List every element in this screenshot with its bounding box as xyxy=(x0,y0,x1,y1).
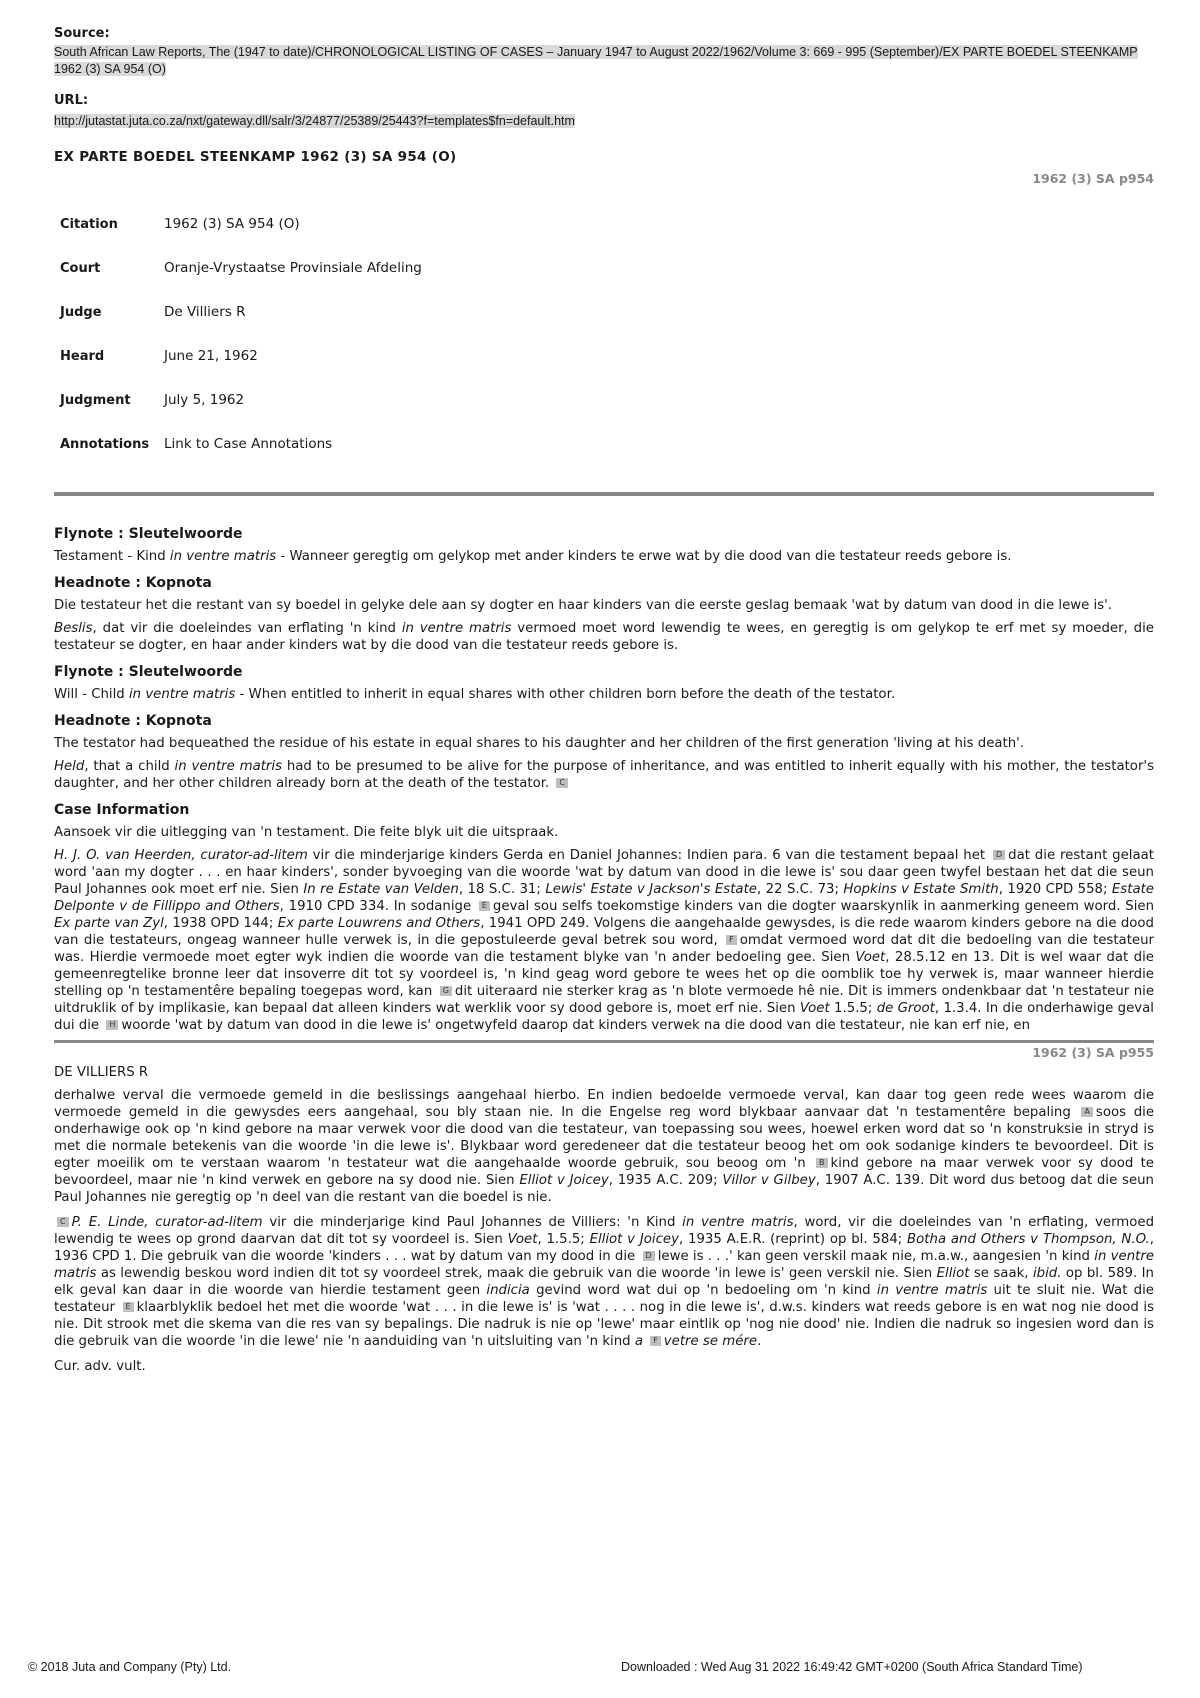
text-run: se saak, xyxy=(969,1266,1033,1281)
judge-name: DE VILLIERS R xyxy=(54,1065,149,1080)
margin-marker: C xyxy=(556,778,568,788)
text-run: , 18 S.C. 31; xyxy=(458,882,546,897)
italic-text: Estate Delponte v de Fillippo and Others xyxy=(54,882,1154,914)
margin-marker: F xyxy=(726,935,737,945)
meta-row-citation xyxy=(60,202,422,246)
text-run: , 1936 CPD 1. Die gebruik van die woorde 'kinders . . . wat by datum van my dood in die xyxy=(54,1232,1154,1264)
margin-marker: E xyxy=(479,901,490,911)
annotations-link[interactable]: Link to Case Annotations xyxy=(164,436,333,452)
url-label: URL: xyxy=(54,93,89,108)
meta-value: July 5, 1962 xyxy=(164,392,245,408)
italic-text: Elliot v Joicey xyxy=(589,1232,679,1247)
text-run: , 1935 A.C. 209; xyxy=(608,1173,723,1188)
page-divider xyxy=(54,1040,1154,1043)
italic-text: indicia xyxy=(486,1283,530,1298)
source-url[interactable]: http://jutastat.juta.co.za/nxt/gateway.dll/salr/3/24877/25389/25443?f=templates$fn=default.htm xyxy=(54,114,575,128)
text-run: vir die minderjarige kinders Gerda en Daniel Johannes: Indien para. 6 van die testament bepaal het xyxy=(307,848,990,863)
meta-row-judgment xyxy=(60,378,422,422)
text-run: as lewendig beskou word indien dit tot sy voordeel strek, maak die gebruik van die woorde 'in lewe is' geen verskil nie. Sien xyxy=(96,1266,937,1281)
page-reference: 1962 (3) SA p955 xyxy=(1032,1045,1154,1060)
text-run: op bl. 589. In elk geval kan daar in die woorde van hierdie testament geen xyxy=(54,1266,1154,1298)
margin-marker: C xyxy=(57,1217,69,1227)
italic-text: Ex parte van Zyl xyxy=(54,916,164,931)
meta-key: Judge xyxy=(60,304,102,320)
meta-value: Oranje-Vrystaatse Provinsiale Afdeling xyxy=(164,260,422,276)
italic-text: in ventre matris xyxy=(876,1283,988,1298)
text-run: geval sou selfs toekomstige kinders van die dogter waarskynlik in aanmerking geneem word. Sien xyxy=(492,899,1154,914)
copyright-notice: © 2018 Juta and Company (Pty) Ltd. xyxy=(28,1660,232,1674)
headnote-af-heading: Headnote : Kopnota xyxy=(54,575,212,591)
flynote-en-heading: Flynote : Sleutelwoorde xyxy=(54,664,243,680)
italic-text: Elliot v Joicey xyxy=(519,1173,609,1188)
margin-marker: H xyxy=(106,1020,118,1030)
case-metadata-table xyxy=(60,202,422,466)
text-run: , 28.5.12 en 13. Dit is wel waar dat die gemeenregtelike bronne leer dat insoverre dit tot sy voordeel is, 'n kind geag word gebore te wees het op die oomblik toe hy verwek is, maar wanneer hierdie stelling op 'n testamentêre bepaling toegepas word, kan xyxy=(54,950,1154,999)
italic-text: P. E. Linde, curator-ad-litem xyxy=(71,1215,263,1230)
text-run: , 1938 OPD 144; xyxy=(163,916,278,931)
text-run: 1.5.5; xyxy=(829,1001,877,1016)
meta-row-judge xyxy=(60,290,422,334)
italic-text: Botha and Others v Thompson, N.O. xyxy=(907,1232,1150,1247)
text-run: kind gebore na maar verwek voor sy dood te bevoordeel, maar nie 'n kind verwek en gebore na sy dood nie. Sien xyxy=(54,1156,1154,1188)
case-information-heading: Case Information xyxy=(54,802,190,818)
text-run: dit uiteraard nie sterker krag as 'n blote vermoede hê nie. Dit is immers ondenkbaar dat 'n testateur nie uitdruklik of by implikasie, kan bepaal dat alleen kinders wat werklik voor sy dood gebore is, moet erf nie. Sien xyxy=(54,984,1155,1016)
text-run: derhalwe verval die vermoede gemeld in die beslissings aangehaal hierbo. En indien bedoelde vermoede verval, kan daar tog geen rede wees waarom die vermoede gemeld in die gewysdes eers aangehaal, sou bly staan nie. In die Engelse reg word blykbaar aanvaar dat 'n testamentêre bepaling xyxy=(54,1088,1154,1120)
section-divider xyxy=(54,492,1154,496)
meta-value: 1962 (3) SA 954 (O) xyxy=(164,216,300,232)
meta-value: De Villiers R xyxy=(164,304,246,320)
flynote-af-text: Testament - Kind in ventre matris - Wanneer geregtig om gelykop met ander kinders te erwe wat by die dood van die testateur reeds gebore is. xyxy=(54,549,1012,564)
italic-text: in ventre matris xyxy=(54,1249,1154,1281)
text-run: gevind word wat dui op 'n bedoeling om 'n kind xyxy=(529,1283,877,1298)
italic-text: Voet xyxy=(799,1001,830,1016)
text-run: dat die restant gelaat word 'aan my dogter . . . en haar kinders', sonder byvoeging van die woorde 'wat by datum van dood in die lewe is' sou daar geen twyfel bestaan het dat die seun Paul Johannes ook moet erf nie. Sien xyxy=(54,848,1154,897)
page-reference: 1962 (3) SA p954 xyxy=(1032,171,1154,186)
case-title: EX PARTE BOEDEL STEENKAMP 1962 (3) SA 954 (O) xyxy=(54,149,457,165)
meta-row-heard xyxy=(60,334,422,378)
flynote-af-heading: Flynote : Sleutelwoorde xyxy=(54,526,243,542)
text-run: uit te sluit nie. Wat die testateur xyxy=(54,1283,1154,1315)
text-run: , 1935 A.E.R. (reprint) op bl. 584; xyxy=(678,1232,908,1247)
italic-text: In re Estate van Velden xyxy=(303,882,459,897)
document xyxy=(54,26,1154,1375)
case-information-p1: Aansoek vir die uitlegging van 'n testament. Die feite blyk uit die uitspraak. xyxy=(54,825,559,840)
text-run: , 1920 CPD 558; xyxy=(998,882,1112,897)
text-run: , 1.5.5; xyxy=(537,1232,590,1247)
italic-text: a xyxy=(634,1334,648,1349)
meta-row-annotations xyxy=(60,422,422,466)
italic-text: Voet xyxy=(507,1232,538,1247)
judgment-p1 xyxy=(54,1087,1154,1206)
italic-text: ibid. xyxy=(1032,1266,1062,1281)
italic-text: Lewis' Estate v Jackson's Estate xyxy=(545,882,757,897)
case-information-p2 xyxy=(54,847,1154,1034)
meta-key: Court xyxy=(60,260,101,276)
headnote-en-p2: Held, that a child in ventre matris had to be presumed to be alive for the purpose of inheritance, and was entitled to inherit equally with his mother, the testator's daughter, and her other children already born at the death of the testator. C xyxy=(54,759,1154,791)
italic-text: de Groot xyxy=(876,1001,935,1016)
text-run: klaarblyklik bedoel het met die woorde 'wat . . . in die lewe is' is 'wat . . . . nog in die lewe is', d.w.s. kinders wat reeds gebore is en wat nog nie dood is nie. Dit strook met die skema van die res van sy bepalings. Die nadruk is nie op 'lewe' maar eintlik op 'nog nie dood' nie. Indien die nadruk so ingesien word dan is die gebruik van die woorde 'in die lewe' nie 'n aanduiding van 'n uitsluiting van 'n kind xyxy=(54,1300,1155,1349)
italic-text: Villor v Gilbey xyxy=(722,1173,816,1188)
text-run: , 1910 CPD 334. In sodanige xyxy=(279,899,476,914)
headnote-af-p2: Beslis, dat vir die doeleindes van erflating 'n kind in ventre matris vermoed moet word lewendig te wees, en geregtig is om gelykop te erf met sy moeder, die testateur se dogter, en haar ander kinders wat by die dood van die testateur reeds gebore is. xyxy=(54,621,1154,653)
headnote-af-p1: Die testateur het die restant van sy boedel in gelyke dele aan sy dogter en haar kinders van die eerste geslag bemaak 'wat by datum van dood in die lewe is'. xyxy=(54,598,1113,613)
italic-text: Hopkins v Estate Smith xyxy=(843,882,999,897)
meta-key: Heard xyxy=(60,348,105,364)
footer xyxy=(28,1660,1188,1674)
judgment-p2 xyxy=(54,1214,1154,1350)
meta-value: June 21, 1962 xyxy=(164,348,258,364)
text-run: , word, vir die doeleindes van 'n erflating, vermoed lewendig te wees op grond daarvan dat dit tot sy voordeel is. Sien xyxy=(54,1215,1155,1247)
flynote-en-text: Will - Child in ventre matris - When entitled to inherit in equal shares with other children born before the death of the testator. xyxy=(54,687,896,702)
meta-key: Annotations xyxy=(60,436,150,452)
italic-text: in ventre matris xyxy=(682,1215,794,1230)
source-label: Source: xyxy=(54,26,110,41)
text-run: , 1907 A.C. 139. Dit word dus betoog dat die seun Paul Johannes nie geregtig op 'n deel van die restant van die boedel is nie. xyxy=(54,1173,1154,1205)
text-run: woorde 'wat by datum van dood in die lewe is' ongetwyfeld daarop dat kinders verwek na die dood van die testateur, nie kan erf nie, en xyxy=(121,1018,1031,1033)
text-run: , 1941 OPD 249. Volgens die aangehaalde gewysdes, is die rede waarom kinders gebore na die dood van die testateurs, ongeag wanneer hulle verwek is, in die gepostuleerde geval betrek sou word, xyxy=(54,916,1154,948)
download-timestamp: Downloaded : Wed Aug 31 2022 16:49:42 GMT+0200 (South Africa Standard Time) xyxy=(621,1660,1083,1674)
margin-marker: E xyxy=(123,1302,134,1312)
meta-key: Judgment xyxy=(60,392,131,408)
margin-marker: D xyxy=(643,1251,655,1261)
italic-text: H. J. O. van Heerden, curator-ad-litem xyxy=(54,848,308,863)
headnote-en-p1: The testator had bequeathed the residue of his estate in equal shares to his daughter and her children of the first generation 'living at his death'. xyxy=(54,736,1025,751)
margin-marker: G xyxy=(440,986,452,996)
italic-text: Ex parte Louwrens and Others xyxy=(277,916,481,931)
headnote-en-heading: Headnote : Kopnota xyxy=(54,713,212,729)
meta-key: Citation xyxy=(60,216,118,232)
meta-row-court xyxy=(60,246,422,290)
text-run: vir die minderjarige kind Paul Johannes de Villiers: 'n Kind xyxy=(262,1215,683,1230)
margin-marker: A xyxy=(1081,1107,1092,1117)
margin-marker: F xyxy=(650,1336,661,1346)
margin-marker: B xyxy=(816,1158,828,1168)
margin-marker: D xyxy=(993,850,1005,860)
text-run: lewe is . . .' kan geen verskil maak nie, m.a.w., aangesien 'n kind xyxy=(657,1249,1095,1264)
italic-text: Voet xyxy=(855,950,886,965)
source-text: South African Law Reports, The (1947 to date)/CHRONOLOGICAL LISTING OF CASES – January 1947 to August 2022/1962/Volume 3: 669 - 995 (September)/EX PARTE BOEDEL STEENKAMP 1962 (3) SA 954 (O) xyxy=(54,45,1138,76)
closing-remark: Cur. adv. vult. xyxy=(54,1359,146,1374)
italic-text: vetre se mére xyxy=(663,1334,758,1349)
text-run: omdat vermoed word dat dit die bedoeling van die testateur was. Hierdie vermoede moet egter wyk indien die woorde van die testament blyke van 'n ander bedoeling gee. Sien xyxy=(54,933,1154,965)
text-run: soos die onderhawige ook op 'n kind gebore na maar verwek voor die dood van die testateur, van toepassing sou wees, hoewel erken word dat so 'n konstruksie in stryd is met die normale betekenis van die woorde 'in die lewe is'. Blykbaar word geredeneer dat die testateur beoog het om ook sodanige kinders te bevoordeel. Dit is egter moeilik om te verstaan waarom 'n testateur wat die aangehaalde woorde gebruik, sou beoog om 'n xyxy=(54,1105,1155,1171)
text-run: , 22 S.C. 73; xyxy=(756,882,844,897)
text-run: . xyxy=(757,1334,762,1349)
italic-text: Elliot xyxy=(936,1266,970,1281)
text-run: , 1.3.4. In die onderhawige geval dui die xyxy=(54,1001,1154,1033)
